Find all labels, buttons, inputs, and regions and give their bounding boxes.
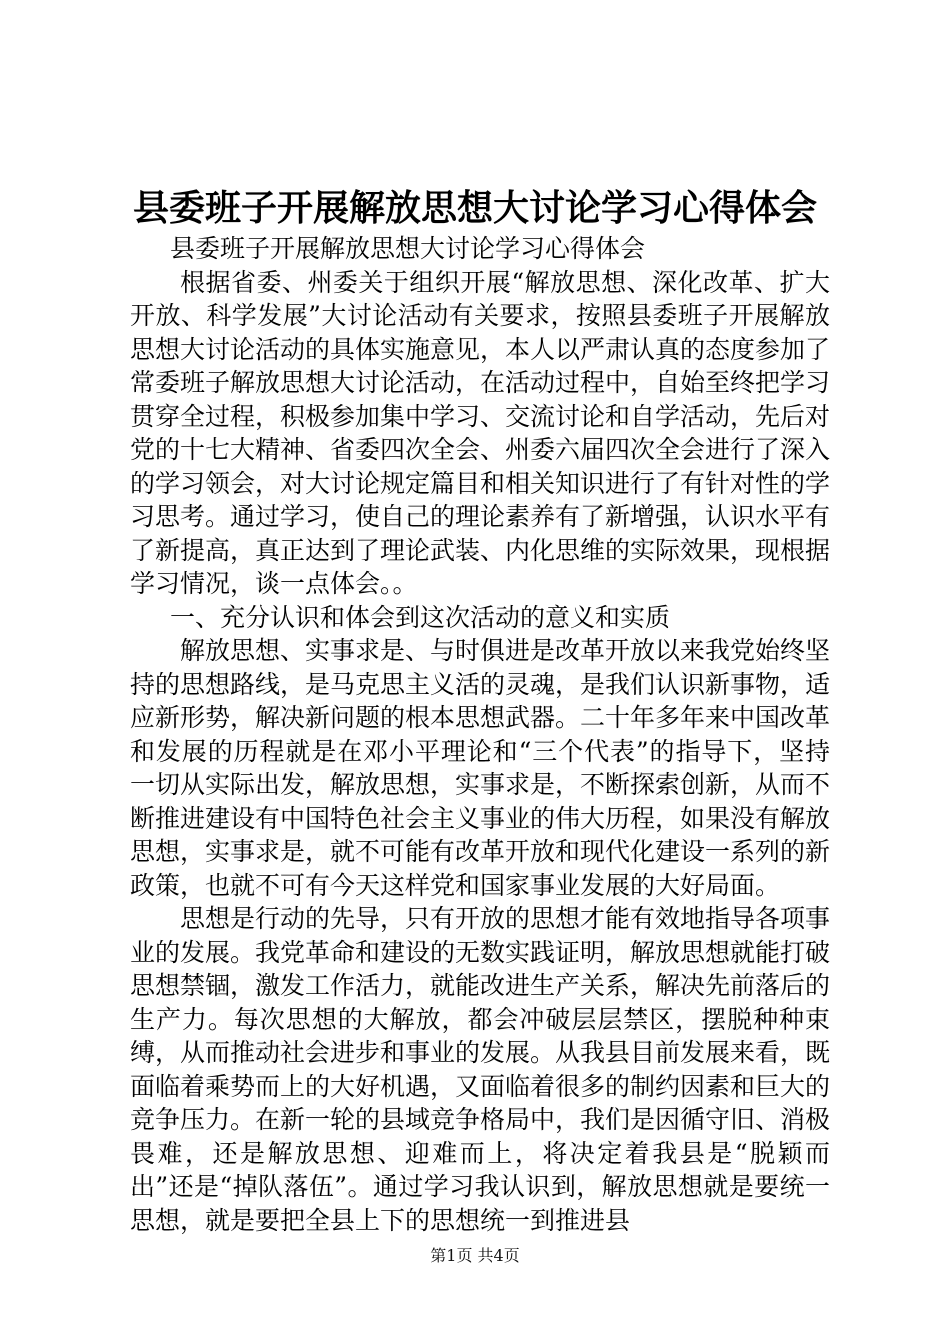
page-number-footer: 第1页 共4页: [430, 1246, 520, 1265]
paragraph-section-1b: 思想是行动的先导，只有开放的思想才能有效地指导各项事业的发展。我党革命和建设的无数实践证明，解放思想就能打破思想禁锢，激发工作活力，就能改进生产关系，解决先前落后的生产力。每次思想的大解放，都会冲破层层禁区，摆脱种种束缚，从而推动社会进步和事业的发展。从我县目前发展来看，既面临着乘势而上的大好机遇，又面临着很多的制约因素和巨大的竞争压力。在新一轮的县域竞争格局中，我们是因循守旧、消极畏难，还是解放思想、迎难而上，将决定着我县是“脱颖而出”还是“掉队落伍”。通过学习我认识到，解放思想就是要统一思想，就是要把全县上下的思想统一到推进县: [130, 904, 831, 1235]
body-title-line: 县委班子开展解放思想大讨论学习心得体会: [170, 234, 646, 263]
paragraph-section-1a: 解放思想、实事求是、与时俱进是改革开放以来我党始终坚持的思想路线，是马克思主义活的灵魂，是我们认识新事物，适应新形势，解决新问题的根本思想武器。二十年多年来中国改革和发展的历程就是在邓小平理论和“三个代表”的指导下，坚持一切从实际出发，解放思想，实事求是，不断探索创新，从而不断推进建设有中国特色社会主义事业的伟大历程，如果没有解放思想，实事求是，就不可能有改革开放和现代化建设一系列的新政策，也就不可有今天这样党和国家事业发展的大好局面。: [130, 636, 831, 900]
paragraph-intro: 根据省委、州委关于组织开展“解放思想、深化改革、扩大开放、科学发展”大讨论活动有关要求，按照县委班子开展解放思想大讨论活动的具体实施意见，本人以严肃认真的态度参加了常委班子解放思想大讨论活动，在活动过程中，自始至终把学习贯穿全过程，积极参加集中学习、交流讨论和自学活动，先后对党的十七大精神、省委四次全会、州委六届四次全会进行了深入的学习领会，对大讨论规定篇目和相关知识进行了有针对性的学习思考。通过学习，使自己的理论素养有了新增强，认识水平有了新提高，真正达到了理论武装、内化思维的实际效果，现根据学习情况，谈一点体会。。: [130, 267, 831, 598]
document-body: [130, 232, 830, 1237]
section-heading-1: 一、充分认识和体会到这次活动的意义和实质: [170, 602, 671, 632]
document-title: 县委班子开展解放思想大讨论学习心得体会: [132, 187, 817, 229]
